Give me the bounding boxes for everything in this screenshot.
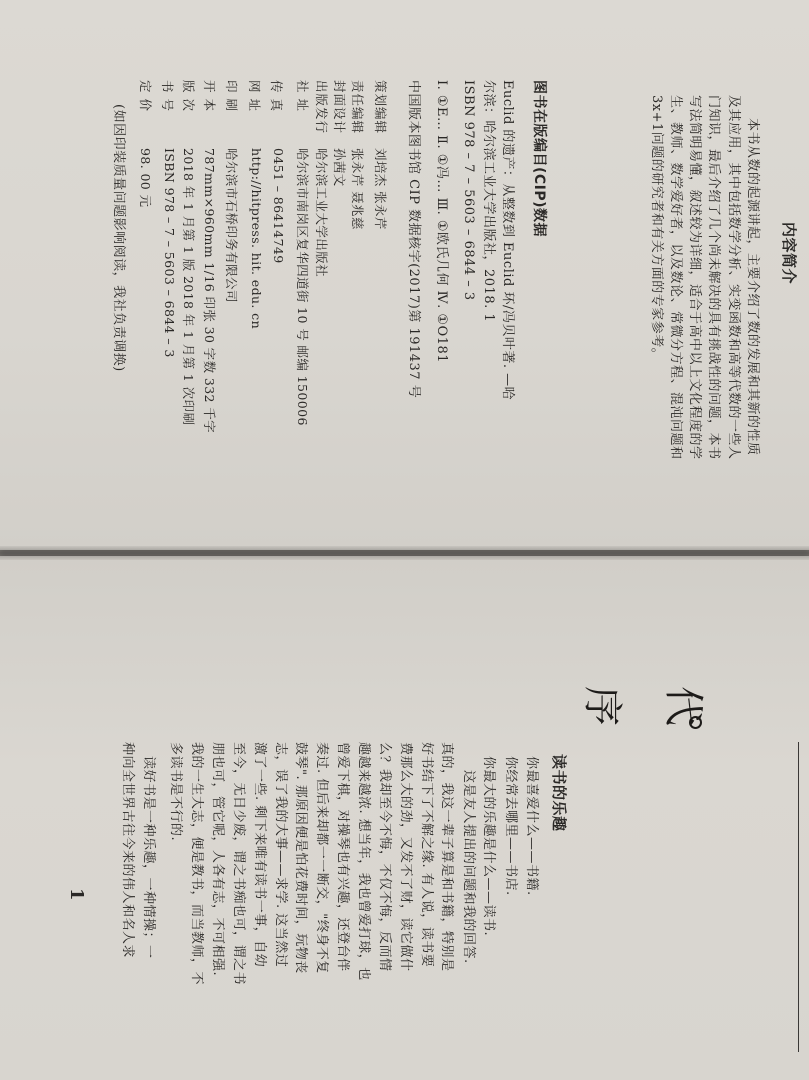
page-number: 1 [66, 888, 87, 901]
publishing-value: 2018 年 1 月第 1 版 2018 年 1 月第 1 次印刷 [181, 148, 196, 426]
cip-line: 中国版本图书馆 CIP 数据核字(2017)第 191437 号 [406, 80, 421, 399]
chapter-rule [798, 742, 799, 1052]
essay-line: 我的一生大志，便是教书，而当教师，不 [189, 742, 204, 986]
essay-line: 你最喜爱什么——书籍. [524, 756, 539, 896]
essay-title: 读书的乐趣 [550, 754, 568, 832]
essay-line: 趣越来越浓. 想当年，我也曾爱打球，也 [356, 742, 371, 981]
publishing-label: 网 址 [247, 80, 262, 112]
publishing-value: 哈尔滨工业大学出版社 [314, 148, 329, 278]
summary-line: 写法简明易懂，叙述较为详细，适合于高中以上文化程度的学 [687, 95, 702, 460]
publishing-value: 哈尔滨市石桥印务有限公司 [224, 148, 239, 303]
publishing-label: 封面设计 [332, 80, 347, 135]
cip-title: 图书在版编目(CIP)数据 [531, 80, 547, 238]
publishing-label: 书 号 [160, 80, 175, 112]
publishing-label: 印 刷 [224, 80, 239, 112]
essay-line: 真的，我这一辈子算是和书籍，特别是 [439, 742, 454, 972]
preface-page-content [0, 556, 809, 1080]
essay-line: 志，误了我的大事——求学. 这当然过 [273, 742, 288, 968]
cip-line: Ⅰ. ①E… Ⅱ. ①冯… Ⅲ. ①欧氏几何 Ⅳ. ①O181 [434, 80, 449, 364]
essay-line: 曾爱下棋，对操琴也有兴趣，还登台伴 [335, 742, 350, 972]
essay-line: 奏过. 但后来却都一一断交，"终身不复 [314, 742, 329, 974]
publishing-value: 98. 00 元 [138, 148, 153, 208]
essay-line: 你经常去哪里——书店. [503, 756, 518, 896]
essay-line: 么？我却至今不悔，不仅不悔，反而情 [377, 742, 392, 972]
publishing-label: 社 址 [295, 80, 310, 112]
publishing-label: 责任编辑 [350, 80, 365, 135]
quality-notice: (如因印装质量问题影响阅读，我社负责调换) [111, 104, 126, 372]
publishing-value: http://hitpress. hit. edu. cn [249, 148, 264, 330]
publishing-value: 哈尔滨市南岗区复华四道街 10 号 邮编 150006 [295, 148, 310, 426]
essay-line: 朋也可，管它呢，人各有志，不可相强. [210, 742, 225, 977]
publishing-label: 开 本 [202, 80, 217, 112]
publishing-value: 孙茜文 [332, 148, 347, 187]
publishing-label: 策划编辑 [373, 80, 388, 135]
summary-line: 生、教师、数学爱好者，以及数论、常微分方程、混沌问题和 [668, 95, 683, 460]
summary-line: 门知识，最后介绍了几个尚未解决的具有挑战性的问题，本书 [706, 95, 721, 460]
summary-heading: 内容简介 [780, 222, 798, 285]
essay-line: 费那么大的劲，又发不了财，读它做什 [398, 742, 413, 972]
publishing-value: 刘培杰 张永芹 [373, 148, 388, 230]
essay-line: 多读书是不行的. [168, 742, 183, 842]
essay-line: 这是友人提出的问题和我的回答. [461, 770, 476, 964]
publishing-value: 张永芹 聂兆慈 [350, 148, 365, 230]
publishing-label: 出版发行 [314, 80, 329, 135]
summary-line: 3x+1问题的研究者和有关方面的专家参考。 [649, 95, 664, 362]
cip-line: Euclid 的遗产：从整数到 Euclid 环/冯贝叶著. —哈 [500, 80, 515, 401]
essay-line: 读好书是一种乐趣，一种情操；一 [141, 756, 156, 959]
essay-line: 激了一些. 剩下来唯有读书一事，自幼 [252, 742, 267, 968]
publishing-label: 定 价 [138, 80, 153, 112]
summary-line: 本书从数的起源讲起，主要介绍了数的发展和其新的性质 [745, 118, 760, 456]
essay-line: 鼓琴". 那原因便是怕花费时间，玩物丧 [293, 742, 308, 974]
publishing-value: ISBN 978 – 7 – 5603 – 6844 – 3 [162, 148, 177, 358]
publishing-value: 0451 – 86414749 [271, 148, 286, 264]
publishing-label: 传 真 [269, 80, 284, 112]
essay-line: 你最大的乐趣是什么——读书. [481, 756, 496, 937]
essay-line: 至今，无日少废，谓之书痴也可，谓之书 [231, 742, 246, 986]
essay-line: 种向全世界古往今来的伟人和名人求 [120, 742, 135, 959]
cip-line: ISBN 978 – 7 – 5603 – 6844 – 3 [461, 80, 476, 301]
chapter-char: 代 [660, 686, 706, 726]
publishing-label: 版 次 [181, 80, 196, 112]
chapter-char: 序 [579, 686, 625, 726]
publishing-value: 787mm×960mm 1/16 印张 30 字数 332 千字 [202, 148, 217, 434]
essay-line: 好书结下了不解之缘. 有人说，读书要 [419, 742, 434, 968]
summary-line: 及其应用，其中包括数学分析、实变函数和高等代数的一些人 [726, 95, 741, 460]
cip-line: 尔滨：哈尔滨工业大学出版社，2018. 1 [481, 80, 496, 323]
